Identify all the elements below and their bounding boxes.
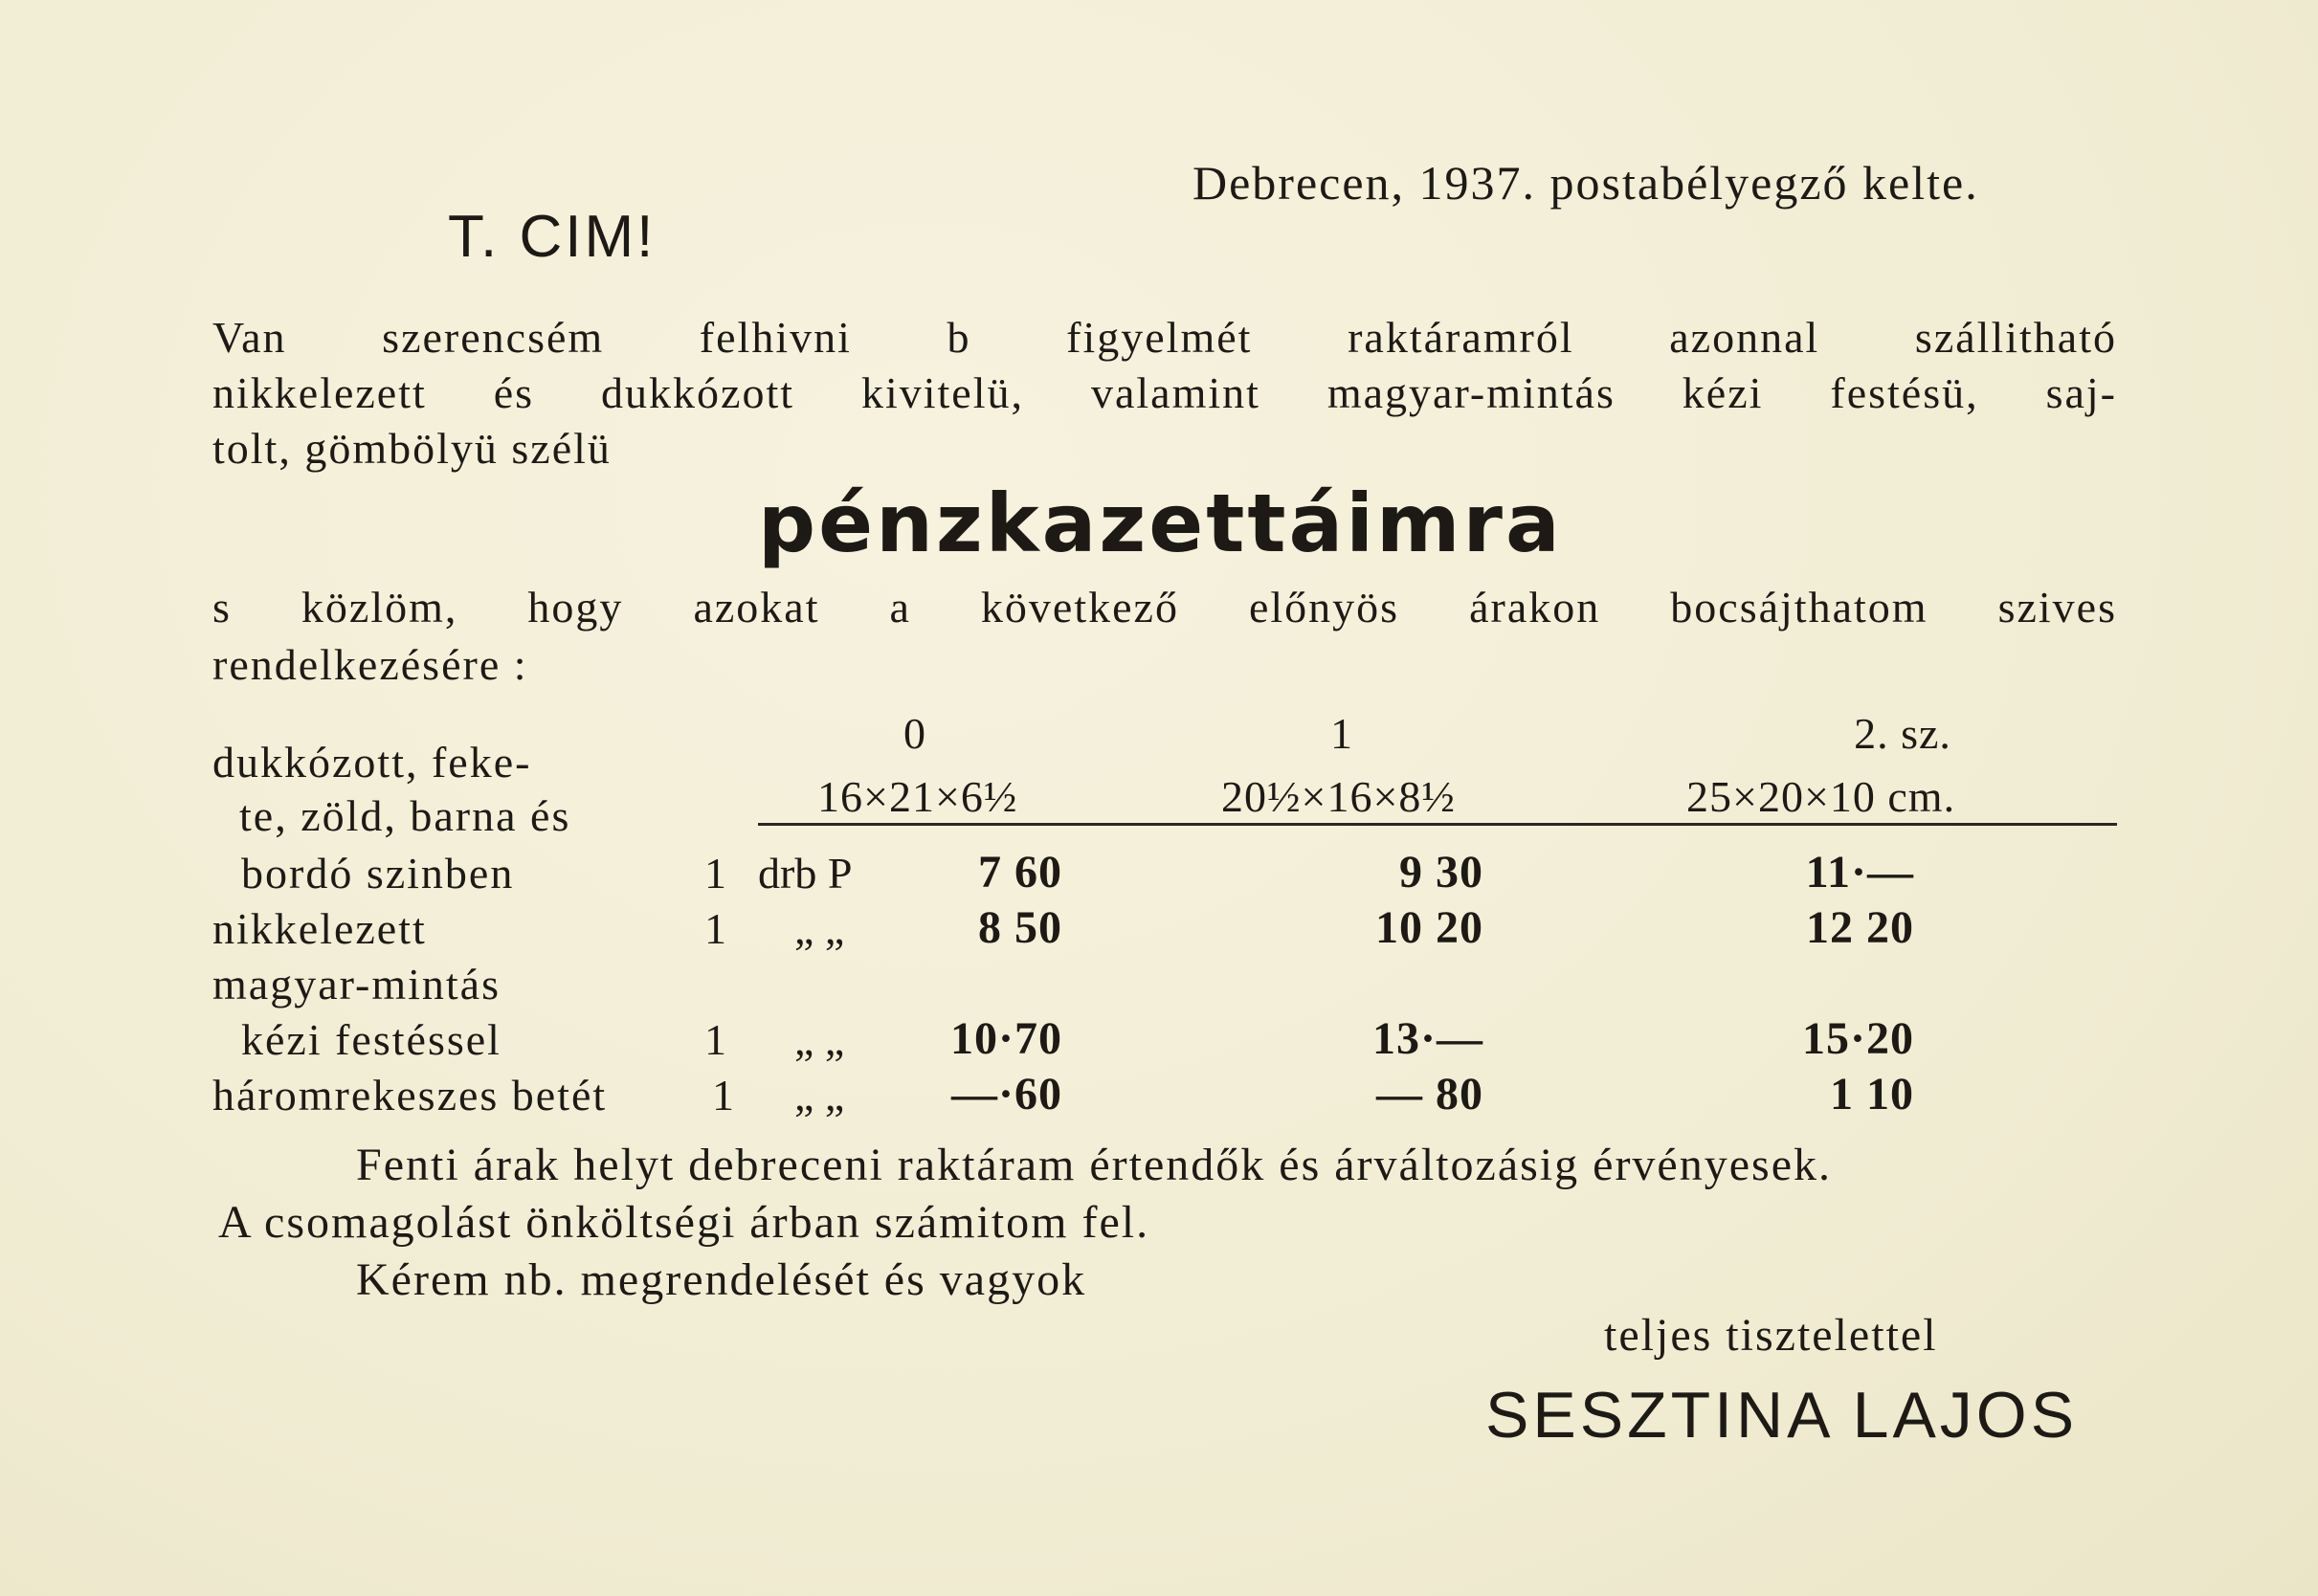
price-cell: 7 60 <box>978 847 1062 898</box>
intro-line-1: Van szerencsém felhivni b figyelmét raktáramról azonnal szállitható <box>212 313 2117 362</box>
row-label-line: nikkelezett <box>212 904 427 953</box>
row-unit: drb P <box>758 849 853 898</box>
row-qty: 1 <box>712 1071 734 1119</box>
row-qty: 1 <box>704 849 726 898</box>
salutation: T. CIM! <box>448 204 657 270</box>
offer-line-1: s közlöm, hogy azokat a következő előnyös árakon bocsájthatom szives <box>212 583 2117 632</box>
row-unit: „ „ <box>794 1015 845 1064</box>
signature-name: SESZTINA LAJOS <box>1485 1379 2079 1452</box>
row-qty: 1 <box>704 1015 726 1064</box>
column-dims-0: 16×21×6½ <box>817 772 1018 821</box>
row-unit: „ „ <box>794 1071 845 1119</box>
row-label-line: magyar-mintás <box>212 960 501 1009</box>
footer-line-1: Fenti árak helyt debreceni raktáram értendők és árváltozásig érvényesek. <box>356 1140 1833 1190</box>
offer-line-2: rendelkezésére : <box>212 640 528 689</box>
footer-line-2: A csomagolást önköltségi árban számitom fel. <box>218 1197 1150 1248</box>
price-cell: —·60 <box>950 1069 1062 1119</box>
row-label-line: háromrekeszes betét <box>212 1071 608 1119</box>
price-cell: 11·— <box>1805 847 1914 898</box>
row-label-line: bordó szinben <box>241 849 515 898</box>
row-label-line: dukkózott, feke- <box>212 738 532 787</box>
intro-line-2: nikkelezett és dukkózott kivitelü, valamint magyar-mintás kézi festésü, saj- <box>212 368 2117 417</box>
price-cell: 9 30 <box>1399 847 1483 898</box>
column-dims-2: 25×20×10 cm. <box>1686 772 1956 821</box>
price-cell: 13·— <box>1371 1013 1483 1064</box>
row-unit: „ „ <box>794 904 845 953</box>
price-cell: 1 10 <box>1830 1069 1914 1119</box>
column-dims-1: 20½×16×8½ <box>1221 772 1456 821</box>
table-rule <box>758 823 2117 826</box>
price-cell: 10·70 <box>949 1013 1062 1064</box>
intro-line-3: tolt, gömbölyü szélü <box>212 424 612 473</box>
column-number-1: 1 <box>1330 709 1353 758</box>
footer-line-3: Kérem nb. megrendelését és vagyok <box>356 1254 1087 1305</box>
price-cell: 8 50 <box>978 902 1062 953</box>
column-number-0: 0 <box>903 709 926 758</box>
row-label-line: te, zöld, barna és <box>239 791 571 840</box>
headline: pénzkazettáimra <box>758 477 1563 570</box>
dateline: Debrecen, 1937. postabélyegző kelte. <box>1192 156 1979 210</box>
closing-greeting: teljes tisztelettel <box>1604 1310 1938 1361</box>
price-cell: 15·20 <box>1801 1013 1914 1064</box>
price-cell: 10 20 <box>1375 902 1483 953</box>
price-cell: 12 20 <box>1806 902 1914 953</box>
price-cell: — 80 <box>1376 1069 1483 1119</box>
row-label-line: kézi festéssel <box>241 1015 501 1064</box>
column-number-2: 2. sz. <box>1854 709 1951 758</box>
row-qty: 1 <box>704 904 726 953</box>
